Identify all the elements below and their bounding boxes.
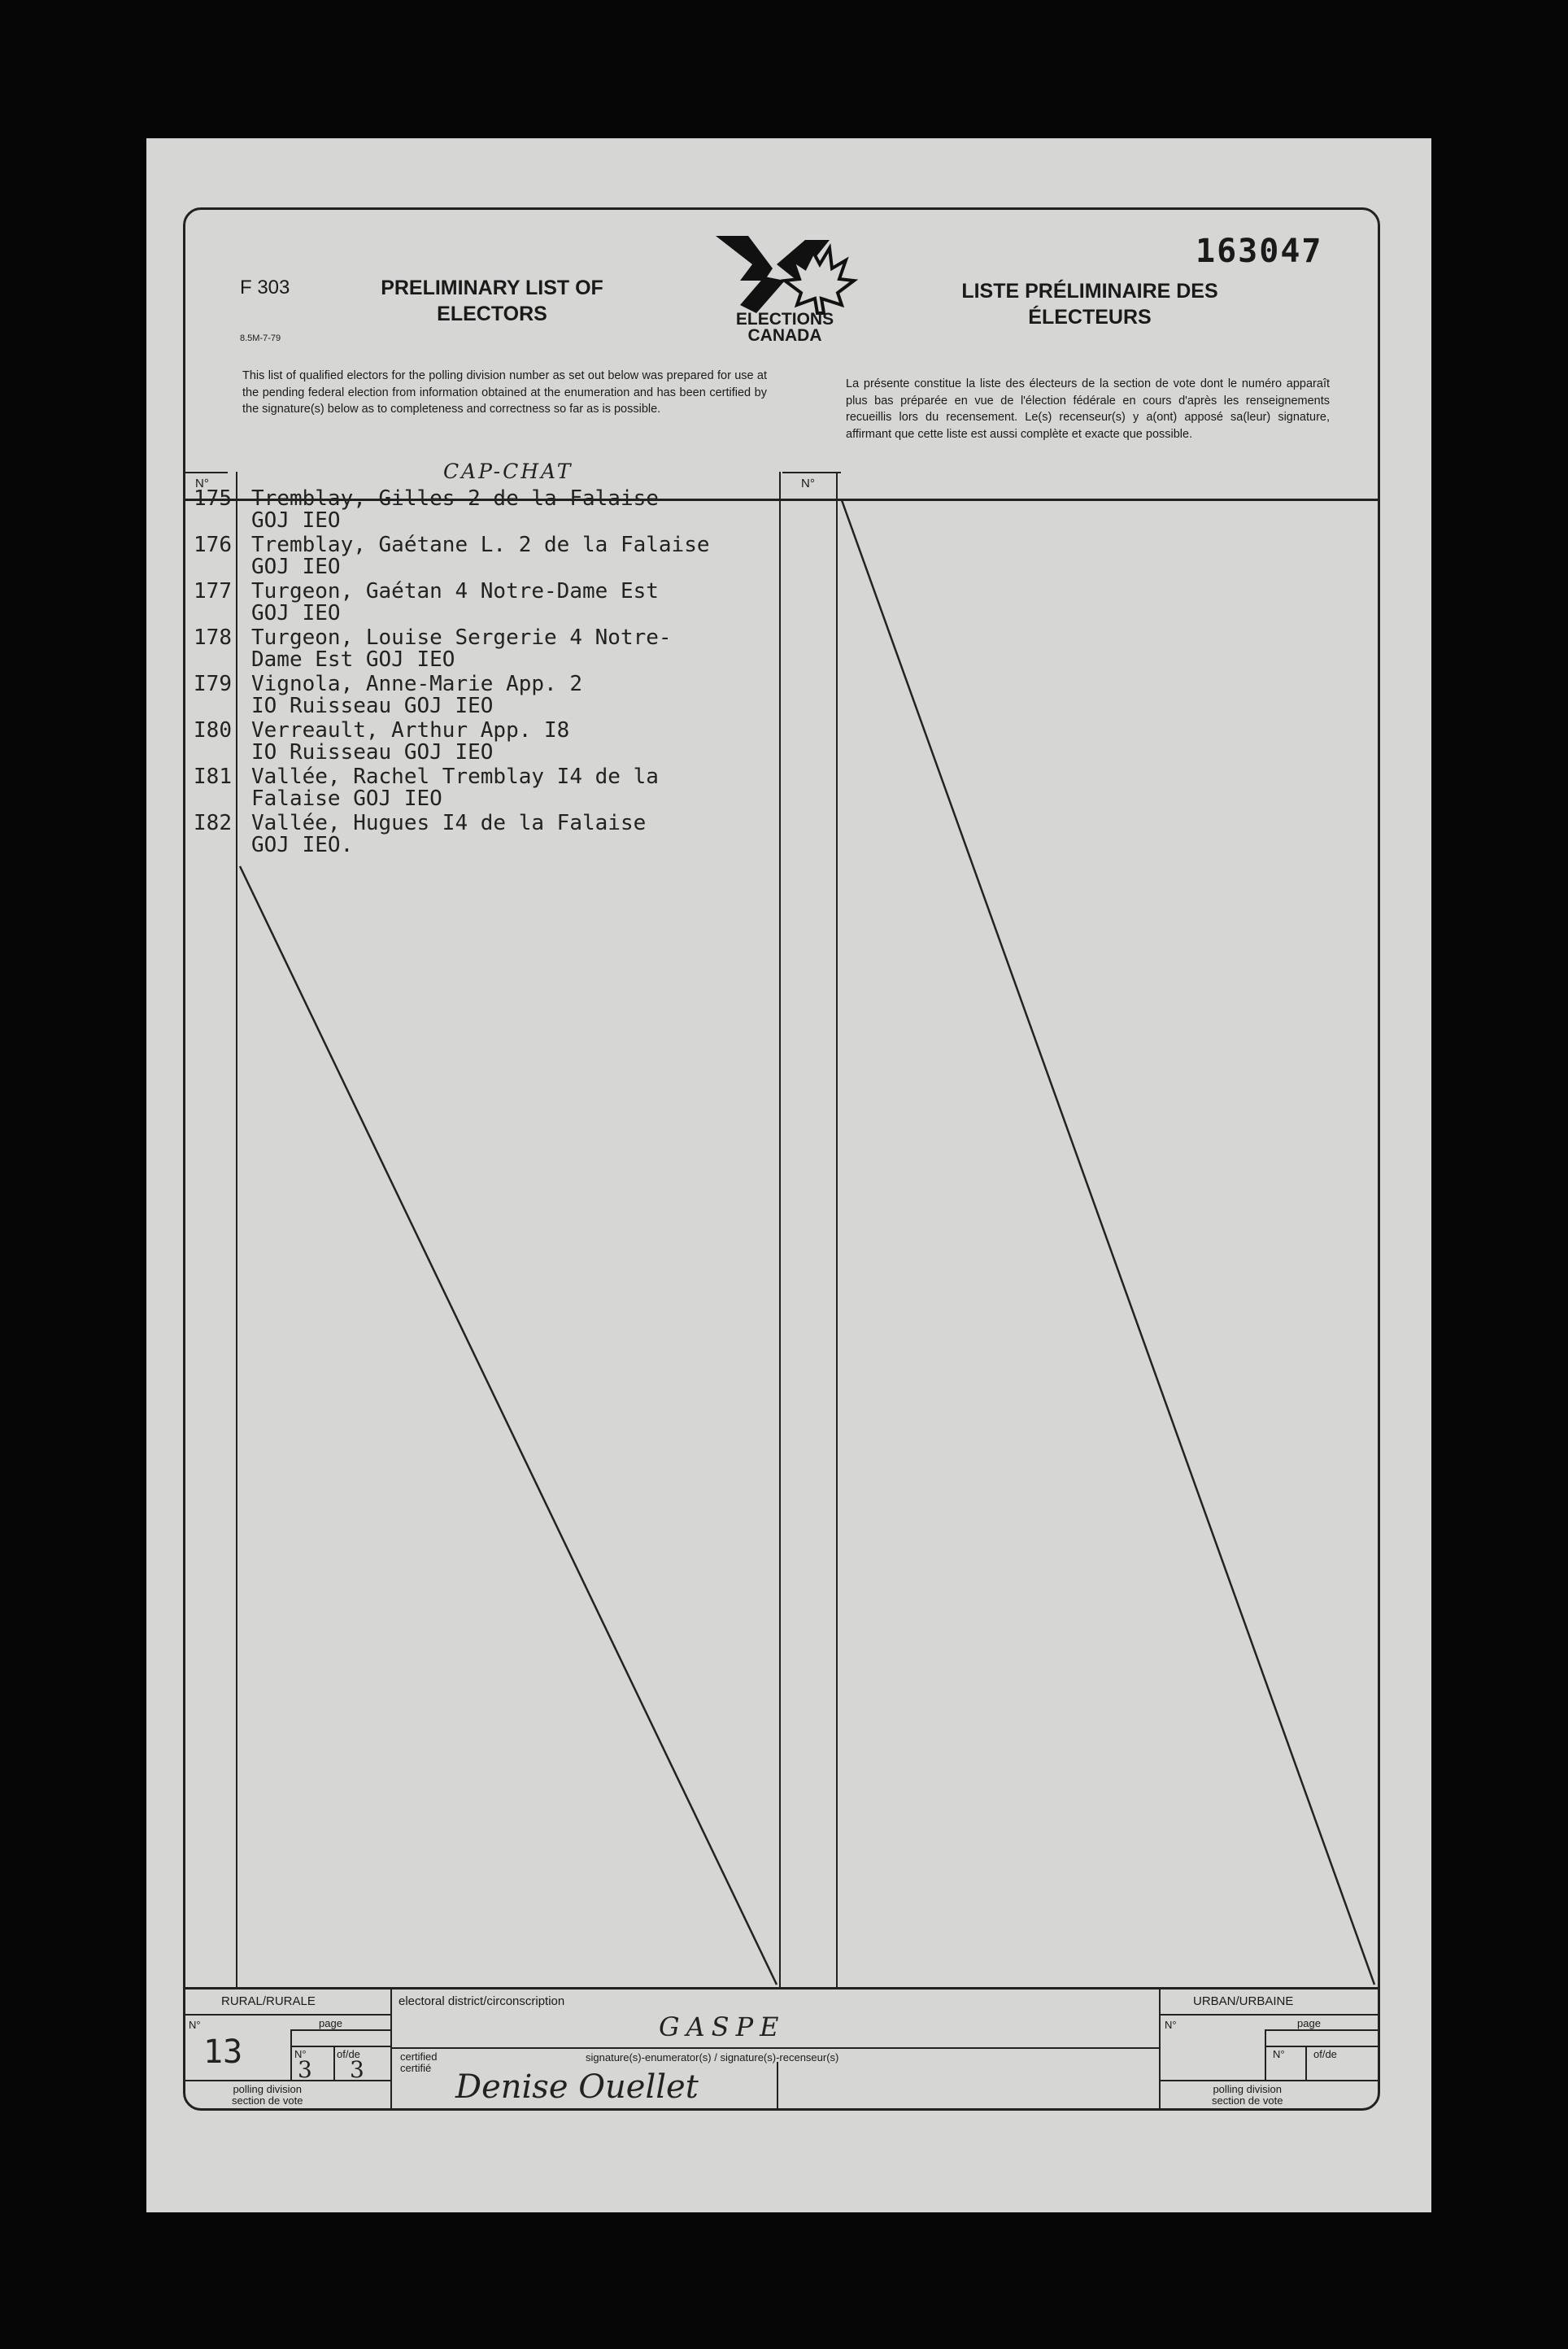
column-header-no-right: N° bbox=[801, 477, 815, 490]
footer-urban-page-box-hrule bbox=[1265, 2046, 1380, 2047]
entry-text: Vignola, Anne-Marie App. 2 IO Ruisseau GOJ IEO bbox=[251, 672, 582, 718]
urban-page-no-label: N° bbox=[1273, 2048, 1285, 2060]
urban-no-label: N° bbox=[1165, 2019, 1177, 2031]
urban-page-label: page bbox=[1297, 2017, 1321, 2029]
intro-text-english: This list of qualified electors for the polling division number as set out below was prepared for use at the pending federal election from information obtained at the enumeration and has been certified by the signature(s) below as to completeness and correctness so far as is possible. bbox=[242, 369, 767, 416]
urban-label: URBAN/URBAINE bbox=[1193, 1994, 1294, 2008]
district-value: GASPE bbox=[659, 2011, 786, 2042]
entry-text: Vallée, Rachel Tremblay I4 de la Falaise GOJ IEO bbox=[251, 765, 659, 811]
entry-number: 176 bbox=[194, 533, 232, 557]
form-code: 8.5M-7-79 bbox=[240, 333, 281, 343]
list-item bbox=[191, 766, 809, 813]
rural-page-no-label: N° bbox=[294, 2048, 307, 2060]
footer-urban-left-rule bbox=[1159, 1987, 1161, 2111]
page-number: 3 bbox=[298, 2056, 312, 2083]
list-item bbox=[191, 673, 809, 720]
intro-text-french: La présente constitue la liste des électeurs de la section de vote dont le numéro apparaît plus bas préparée en vue de l'élection fédérale en cours d'après les renseignements recueillis lors du recensement. Le(s) recenseur(s) y a(ont) apposé sa(leur) signature, affirmant que cette liste est aussi complète et exacte que possible. bbox=[846, 377, 1330, 441]
list-item bbox=[191, 813, 809, 859]
list-item bbox=[191, 627, 809, 673]
entry-text: Tremblay, Gilles 2 de la Falaise GOJ IEO bbox=[251, 486, 659, 533]
entry-number: 178 bbox=[194, 625, 232, 650]
rural-label: RURAL/RURALE bbox=[221, 1994, 316, 2008]
elector-list bbox=[191, 488, 809, 859]
entry-text: Vallée, Hugues I4 de la Falaise GOJ IEO. bbox=[251, 811, 647, 857]
serial-number: 163047 bbox=[1196, 233, 1323, 270]
entry-text: Turgeon, Gaétan 4 Notre-Dame Est GOJ IEO bbox=[251, 579, 659, 625]
logo-text: ELECTIONS CANADA bbox=[735, 310, 834, 345]
certified-label: certified certifié bbox=[400, 2050, 438, 2074]
polling-division-number: 13 bbox=[203, 2033, 243, 2071]
form-id: F 303 bbox=[240, 277, 290, 299]
footer-certified-rule bbox=[777, 2062, 778, 2111]
entry-number: I82 bbox=[194, 811, 232, 835]
entry-number: 175 bbox=[194, 486, 232, 511]
entry-number: I81 bbox=[194, 765, 232, 789]
footer-urban-page-box-top bbox=[1265, 2029, 1380, 2031]
entry-number: I80 bbox=[194, 718, 232, 743]
entry-number: 177 bbox=[194, 579, 232, 604]
entry-number: I79 bbox=[194, 672, 232, 696]
footer-polling-rule-right bbox=[1159, 2080, 1380, 2081]
rural-polling-division-label: polling division section de vote bbox=[232, 2083, 303, 2107]
footer-rural-header-rule bbox=[183, 2014, 390, 2016]
rural-of-label: of/de bbox=[337, 2048, 360, 2060]
signature-label: signature(s)-enumerator(s) / signature(s)-recenseur(s) bbox=[586, 2051, 839, 2064]
list-item bbox=[191, 581, 809, 627]
title-french: LISTE PRÉLIMINAIRE DES ÉLECTEURS bbox=[961, 280, 1218, 329]
entry-text: Turgeon, Louise Sergerie 4 Notre- Dame Est GOJ IEO bbox=[251, 625, 672, 672]
title-english: PRELIMINARY LIST OF ELECTORS bbox=[381, 277, 603, 325]
footer-urban-page-box-mid bbox=[1305, 2046, 1307, 2080]
footer-rural-right-rule bbox=[390, 1987, 392, 2111]
footer-page-box-top bbox=[290, 2029, 390, 2031]
locality-handwritten: CAP-CHAT bbox=[443, 460, 573, 483]
footer-urban-header-rule bbox=[1159, 2014, 1380, 2016]
district-label: electoral district/circonscription bbox=[399, 1994, 565, 2008]
column-header-no-left: N° bbox=[195, 477, 209, 490]
page-of-number: 3 bbox=[350, 2056, 364, 2083]
list-item bbox=[191, 720, 809, 766]
rural-no-label: N° bbox=[189, 2019, 201, 2031]
enumerator-signature: Denise Ouellet bbox=[455, 2068, 699, 2106]
list-item bbox=[191, 488, 809, 534]
footer-urban-page-box-left bbox=[1265, 2029, 1266, 2080]
list-item bbox=[191, 534, 809, 581]
entry-text: Tremblay, Gaétane L. 2 de la Falaise GOJ IEO bbox=[251, 533, 710, 579]
footer-district-rule bbox=[390, 2047, 1159, 2049]
footer-page-box-mid bbox=[333, 2046, 335, 2080]
footer-page-box-left bbox=[290, 2029, 292, 2080]
entry-text: Verreault, Arthur App. I8 IO Ruisseau GOJ IEO bbox=[251, 718, 570, 765]
urban-polling-division-label: polling division section de vote bbox=[1212, 2083, 1283, 2107]
rural-page-label: page bbox=[319, 2017, 342, 2029]
footer-page-box-hrule bbox=[290, 2046, 390, 2047]
urban-of-label: of/de bbox=[1313, 2048, 1337, 2060]
